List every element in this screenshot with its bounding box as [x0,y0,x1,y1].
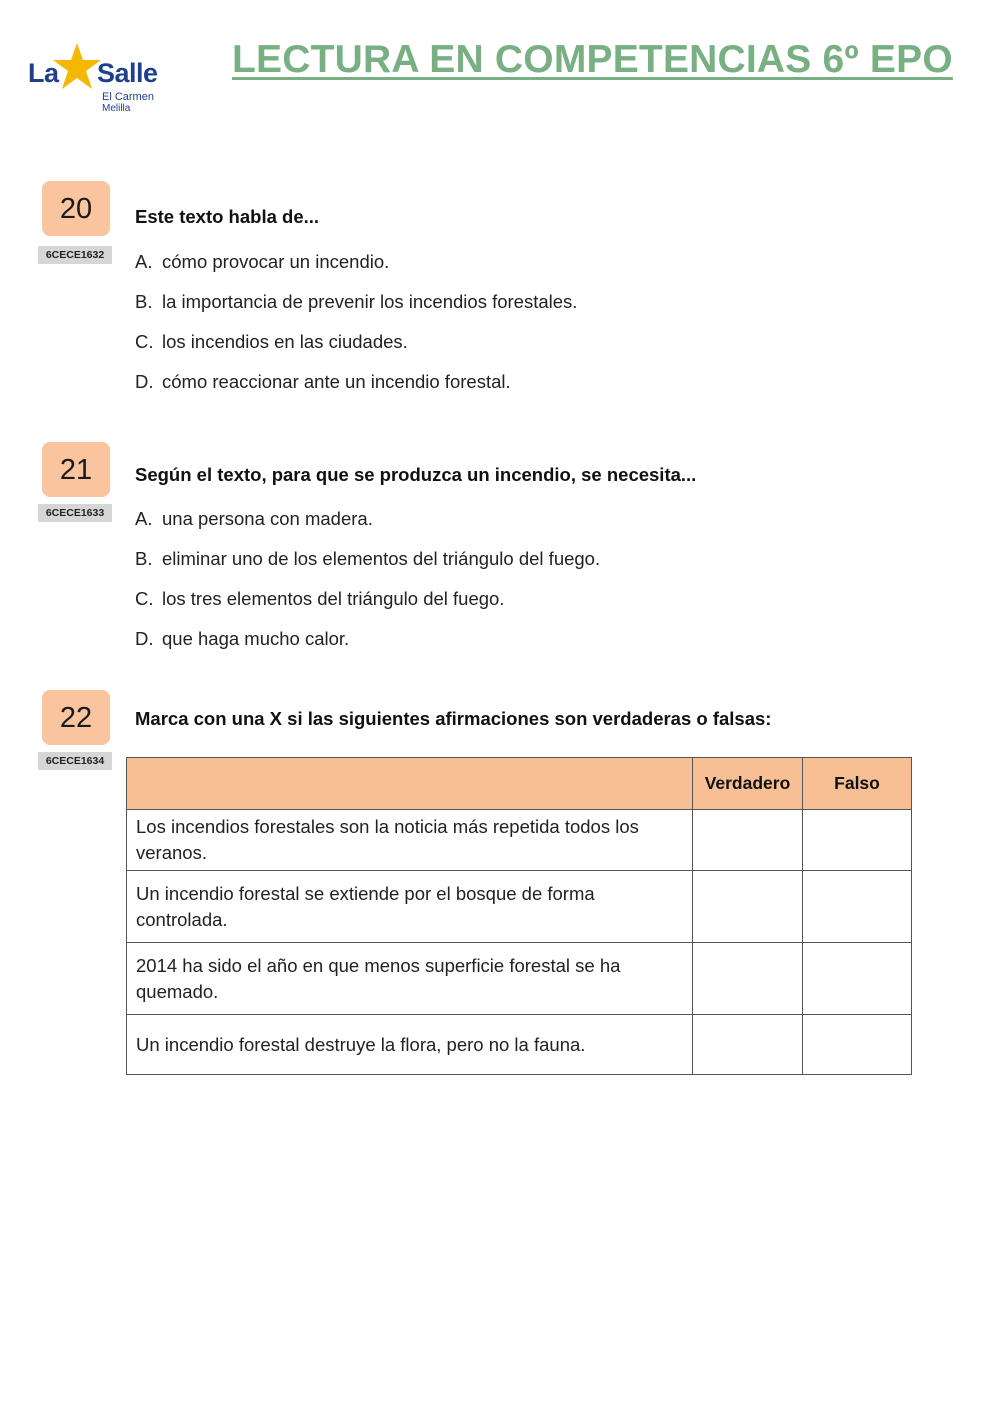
statement-cell: 2014 ha sido el año en que menos superficie forestal se ha quemado. [127,943,693,1015]
table-row [127,871,912,943]
option-letter: B. [135,548,153,569]
option-letter: A. [135,508,153,529]
option-letter: C. [135,588,154,609]
false-checkbox-cell[interactable] [803,810,912,871]
logo-subtitle-city: Melilla [102,103,131,114]
header-false: Falso [803,758,912,810]
question-number-badge: 21 [42,442,110,497]
option-text: los incendios en las ciudades. [162,331,408,352]
answer-option-c[interactable] [135,588,504,610]
option-text: cómo reaccionar ante un incendio forestal. [162,371,511,392]
header-statement [127,758,693,810]
option-text: una persona con madera. [162,508,373,529]
true-false-table [126,757,912,1075]
option-letter: D. [135,628,154,649]
option-letter: D. [135,371,154,392]
table-row [127,810,912,871]
school-logo [28,40,178,120]
option-text: que haga mucho calor. [162,628,350,649]
false-checkbox-cell[interactable] [803,1015,912,1075]
answer-option-a[interactable] [135,508,373,530]
logo-text-la: La [28,58,59,88]
true-checkbox-cell[interactable] [693,1015,803,1075]
false-checkbox-cell[interactable] [803,943,912,1015]
question-code-badge: 6CECE1632 [38,246,112,264]
question-prompt: Este texto habla de... [135,206,320,227]
false-checkbox-cell[interactable] [803,871,912,943]
true-checkbox-cell[interactable] [693,871,803,943]
question-prompt: Según el texto, para que se produzca un incendio, se necesita... [135,464,697,485]
header-true: Verdadero [693,758,803,810]
option-letter: B. [135,291,153,312]
logo-subtitle-school: El Carmen [102,91,154,103]
option-text: eliminar uno de los elementos del triángulo del fuego. [162,548,601,569]
star-icon [52,42,102,92]
option-text: los tres elementos del triángulo del fuego. [162,588,505,609]
question-code-badge: 6CECE1634 [38,752,112,770]
option-text: cómo provocar un incendio. [162,251,390,272]
table-row [127,1015,912,1075]
option-text: la importancia de prevenir los incendios forestales. [162,291,578,312]
true-checkbox-cell[interactable] [693,810,803,871]
logo-text-salle: Salle [97,58,158,88]
option-letter: C. [135,331,154,352]
page-title: LECTURA EN COMPETENCIAS 6º EPO [232,38,953,81]
answer-option-b[interactable] [135,291,577,313]
true-checkbox-cell[interactable] [693,943,803,1015]
answer-option-d[interactable] [135,371,511,393]
question-prompt: Marca con una X si las siguientes afirmaciones son verdaderas o falsas: [135,708,772,729]
option-letter: A. [135,251,153,272]
answer-option-b[interactable] [135,548,600,570]
answer-option-a[interactable] [135,251,389,273]
question-code-badge: 6CECE1633 [38,504,112,522]
answer-option-d[interactable] [135,628,349,650]
question-number-badge: 22 [42,690,110,745]
table-header-row [127,758,912,810]
statement-cell: Los incendios forestales son la noticia más repetida todos los veranos. [127,810,693,871]
answer-option-c[interactable] [135,331,408,353]
statement-cell: Un incendio forestal destruye la flora, pero no la fauna. [127,1015,693,1075]
question-number-badge: 20 [42,181,110,236]
statement-cell: Un incendio forestal se extiende por el bosque de forma controlada. [127,871,693,943]
table-row [127,943,912,1015]
